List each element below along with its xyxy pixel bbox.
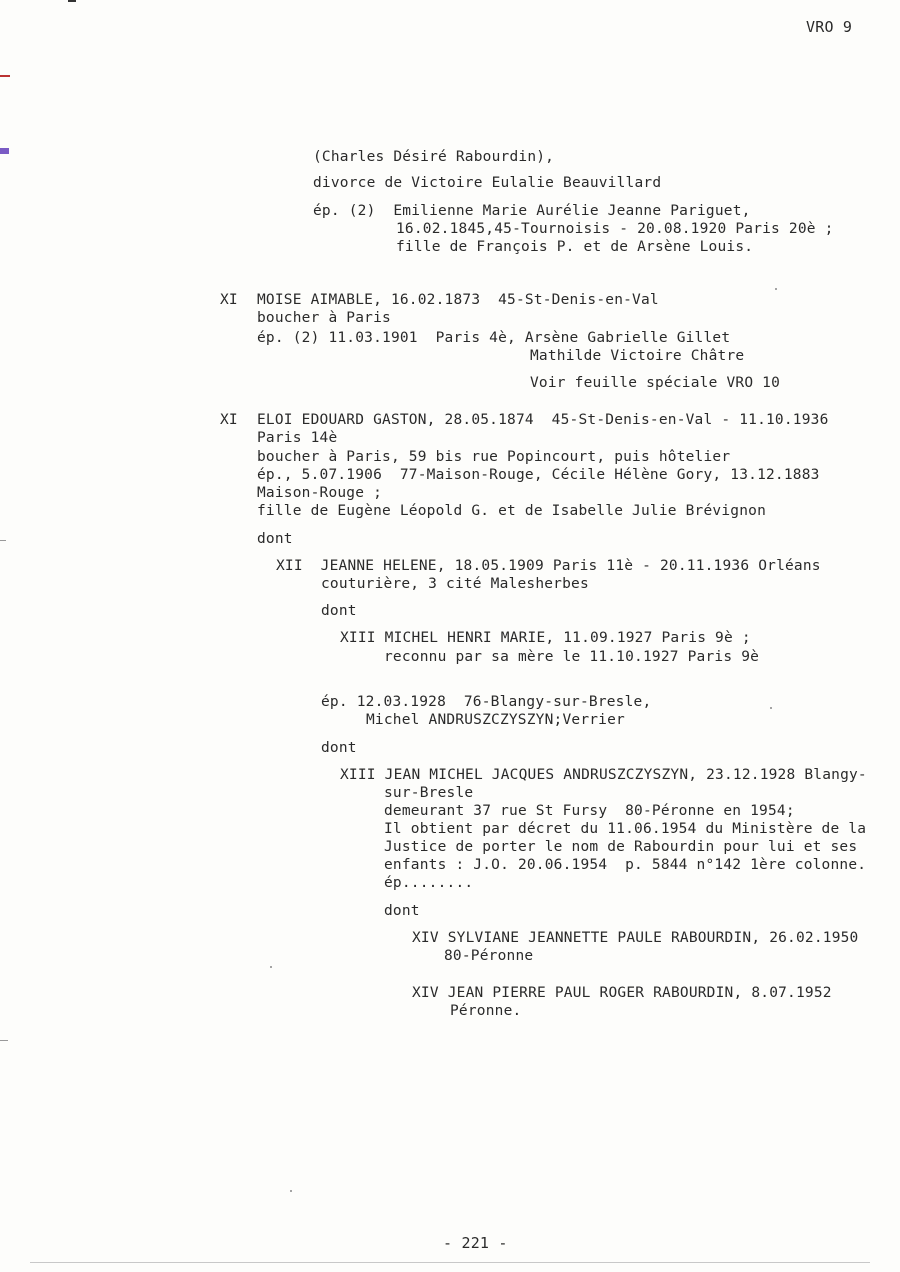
speck (290, 1190, 292, 1192)
text-line: sur-Bresle (384, 785, 474, 801)
text-line: XIII MICHEL HENRI MARIE, 11.09.1927 Paris 9è ; (340, 630, 751, 646)
text-line: Il obtient par décret du 11.06.1954 du Ministère de la (384, 821, 867, 837)
document-reference: VRO 9 (806, 18, 853, 36)
margin-mark (0, 148, 9, 154)
text-line: MOISE AIMABLE, 16.02.1873 45-St-Denis-en-Val (257, 292, 659, 308)
text-line: reconnu par sa mère le 11.10.1927 Paris 9è (384, 649, 760, 665)
text-line: Michel ANDRUSZCZYSZYN;Verrier (366, 712, 625, 728)
text-line: Voir feuille spéciale VRO 10 (530, 375, 781, 391)
margin-mark (0, 540, 6, 541)
page-number: - 221 - (443, 1234, 508, 1252)
text-line: 80-Péronne (444, 948, 534, 964)
text-line: dont (321, 603, 357, 619)
text-line: Péronne. (450, 1003, 522, 1019)
text-line: fille de Eugène Léopold G. et de Isabelle Julie Brévignon (257, 503, 766, 519)
text-line: dont (384, 903, 420, 919)
text-line: Mathilde Victoire Châtre (530, 348, 745, 364)
text-line: XIV JEAN PIERRE PAUL ROGER RABOURDIN, 8.07.1952 (412, 985, 832, 1001)
text-line: Maison-Rouge ; (257, 485, 383, 501)
text-line: divorce de Victoire Eulalie Beauvillard (313, 175, 662, 191)
speck (270, 966, 272, 968)
text-line: ép., 5.07.1906 77-Maison-Rouge, Cécile Hélène Gory, 13.12.1883 (257, 467, 820, 483)
generation-marker: XI (220, 412, 238, 428)
text-line: couturière, 3 cité Malesherbes (321, 576, 589, 592)
text-line: ép. 12.03.1928 76-Blangy-sur-Bresle, (321, 694, 652, 710)
speck (770, 707, 772, 709)
text-line: ép. (2) Emilienne Marie Aurélie Jeanne Pariguet, (313, 203, 751, 219)
text-line: ELOI EDOUARD GASTON, 28.05.1874 45-St-Denis-en-Val - 11.10.1936 (257, 412, 829, 428)
text-line: enfants : J.O. 20.06.1954 p. 5844 n°142 1ère colonne. (384, 857, 867, 873)
text-line: fille de François P. et de Arsène Louis. (396, 239, 754, 255)
text-line: 16.02.1845,45-Tournoisis - 20.08.1920 Paris 20è ; (396, 221, 834, 237)
text-line: Justice de porter le nom de Rabourdin pour lui et ses (384, 839, 858, 855)
bottom-edge-line (30, 1262, 870, 1263)
text-line: boucher à Paris (257, 310, 391, 326)
text-line: ép. (2) 11.03.1901 Paris 4è, Arsène Gabrielle Gillet (257, 330, 731, 346)
speck (775, 288, 777, 290)
margin-mark (68, 0, 76, 2)
generation-marker: XI (220, 292, 238, 308)
margin-mark (0, 75, 10, 77)
text-line: demeurant 37 rue St Fursy 80-Péronne en 1954; (384, 803, 795, 819)
text-line: XIII JEAN MICHEL JACQUES ANDRUSZCZYSZYN, 23.12.1928 Blangy- (340, 767, 867, 783)
text-line: dont (257, 531, 293, 547)
text-line: (Charles Désiré Rabourdin), (313, 149, 555, 165)
margin-mark (0, 1040, 8, 1041)
text-line: dont (321, 740, 357, 756)
text-line: Paris 14è (257, 430, 338, 446)
text-line: ép........ (384, 875, 474, 891)
text-line: XII JEANNE HELENE, 18.05.1909 Paris 11è - 20.11.1936 Orléans (276, 558, 821, 574)
text-line: boucher à Paris, 59 bis rue Popincourt, puis hôtelier (257, 449, 731, 465)
text-line: XIV SYLVIANE JEANNETTE PAULE RABOURDIN, 26.02.1950 (412, 930, 859, 946)
